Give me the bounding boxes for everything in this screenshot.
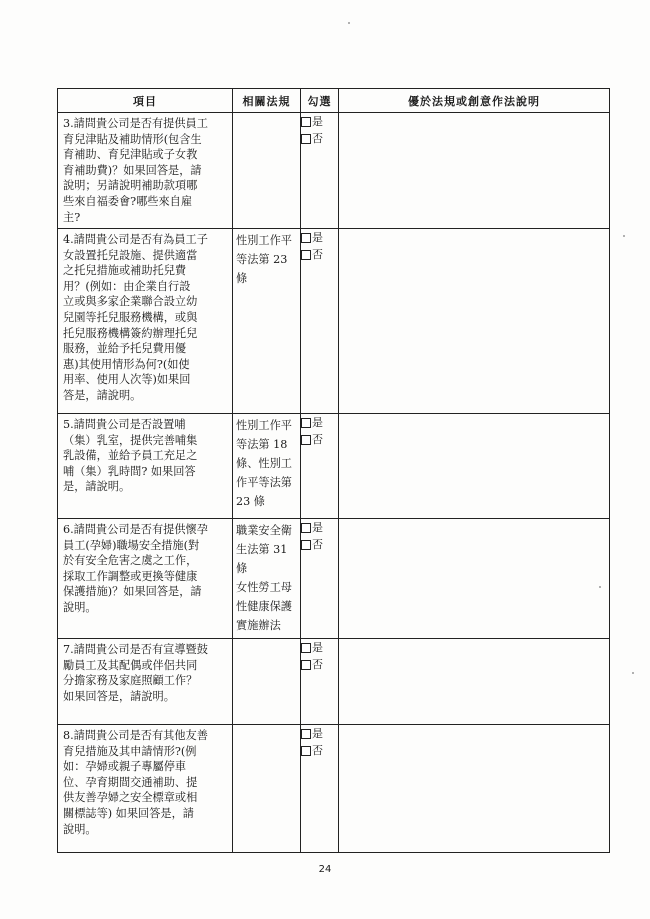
no-option[interactable] [301, 431, 338, 448]
table-row [58, 229, 610, 414]
header-law: 相關法規 [233, 89, 301, 113]
yes-option[interactable] [301, 229, 338, 246]
table-row [58, 519, 610, 639]
yes-option[interactable] [301, 725, 338, 742]
description-field[interactable] [339, 229, 610, 414]
question-text: 7.請問貴公司是否有宣導暨鼓 勵員工及其配偶或伴侶共同 分擔家務及家庭照顧工作？ 如果回答是，請說明。 [63, 643, 208, 703]
related-law: 性別工作平 等法第 18 條、性別工 作平等法第 23 條 [236, 419, 292, 508]
related-law: 職業安全衛 生法第 31 條 女性勞工母 性健康保護 實施辦法 [236, 524, 292, 632]
question-text: 5.請問貴公司是否設置哺 （集）乳室，提供完善哺集 乳設備，並給予員工充足之 哺（集）乳時間? 如果回答 是，請說明。 [63, 418, 198, 494]
checkbox-icon[interactable] [301, 540, 311, 550]
no-label: 否 [312, 744, 323, 757]
checkbox-icon[interactable] [301, 134, 311, 144]
checkbox-icon[interactable] [301, 660, 311, 670]
page-number: 24 [318, 864, 332, 875]
related-law: 性別工作平 等法第 23 條 [236, 234, 292, 285]
table-row [58, 414, 610, 519]
checkbox-icon[interactable] [301, 233, 311, 243]
questionnaire-table [57, 88, 610, 853]
scan-speck [599, 586, 601, 588]
no-label: 否 [312, 658, 323, 671]
checkbox-icon[interactable] [301, 435, 311, 445]
yes-option[interactable] [301, 113, 338, 130]
checkbox-icon[interactable] [301, 250, 311, 260]
scan-speck [348, 22, 350, 24]
checkbox-icon[interactable] [301, 746, 311, 756]
checkbox-icon[interactable] [301, 418, 311, 428]
no-label: 否 [312, 433, 323, 446]
yes-label: 是 [312, 727, 323, 740]
checkbox-icon[interactable] [301, 643, 311, 653]
header-check: 勾選 [301, 89, 339, 113]
question-text: 4.請問貴公司是否有為員工子 女設置托兒設施、提供適當 之托兒措施或補助托兒費 用？(例如：由企業自行設 立或與多家企業聯合設立幼 兒園等托兒服務機構，或與 托兒服務機構簽約辦理托兒 服務，並給予托兒費用優 惠)其使用情形為何?(如使 用率、使用人次等)如果回 答是，請說明。 [63, 233, 208, 402]
yes-label: 是 [312, 231, 323, 244]
header-item: 項目 [58, 89, 233, 113]
description-field[interactable] [339, 639, 610, 725]
related-law [233, 639, 300, 643]
table-row [58, 639, 610, 725]
description-field[interactable] [339, 414, 610, 519]
question-text: 3.請問貴公司是否有提供員工 育兒津貼及補助情形(包含生 育補助、育兒津貼或子女教 育補助費)？如果回答是，請 說明；另請說明補助款項哪 些來自福委會?哪些來自雇 主? [63, 117, 208, 224]
no-label: 否 [312, 248, 323, 261]
checkbox-icon[interactable] [301, 523, 311, 533]
yes-option[interactable] [301, 639, 338, 656]
no-label: 否 [312, 132, 323, 145]
table-row [58, 725, 610, 853]
table-row [58, 113, 610, 229]
no-option[interactable] [301, 536, 338, 553]
related-law [233, 725, 300, 729]
header-description: 優於法規或創意作法說明 [339, 89, 610, 113]
description-field[interactable] [339, 519, 610, 639]
scan-speck [623, 235, 625, 237]
yes-label: 是 [312, 115, 323, 128]
question-text: 6.請問貴公司是否有提供懷孕 員工(孕婦)職場安全措施(對 於有安全危害之虞之工作， 採取工作調整或更換等健康 保護措施)？如果回答是，請 說明。 [63, 523, 208, 614]
description-field[interactable] [339, 113, 610, 229]
no-label: 否 [312, 538, 323, 551]
question-text: 8.請問貴公司是否有其他友善 育兒措施及其申請情形?(例 如：孕婦或親子專屬停車 位、孕育期間交通補助、提 供友善孕婦之安全標章或相 關標誌等) 如果回答是，請 說明。 [63, 729, 208, 836]
yes-label: 是 [312, 521, 323, 534]
checkbox-icon[interactable] [301, 729, 311, 739]
yes-option[interactable] [301, 414, 338, 431]
no-option[interactable] [301, 246, 338, 263]
scan-speck [632, 672, 634, 674]
yes-label: 是 [312, 416, 323, 429]
yes-label: 是 [312, 641, 323, 654]
checkbox-icon[interactable] [301, 117, 311, 127]
yes-option[interactable] [301, 519, 338, 536]
related-law [233, 113, 300, 117]
table-header-row [58, 89, 610, 113]
no-option[interactable] [301, 656, 338, 673]
no-option[interactable] [301, 130, 338, 147]
description-field[interactable] [339, 725, 610, 853]
no-option[interactable] [301, 742, 338, 759]
